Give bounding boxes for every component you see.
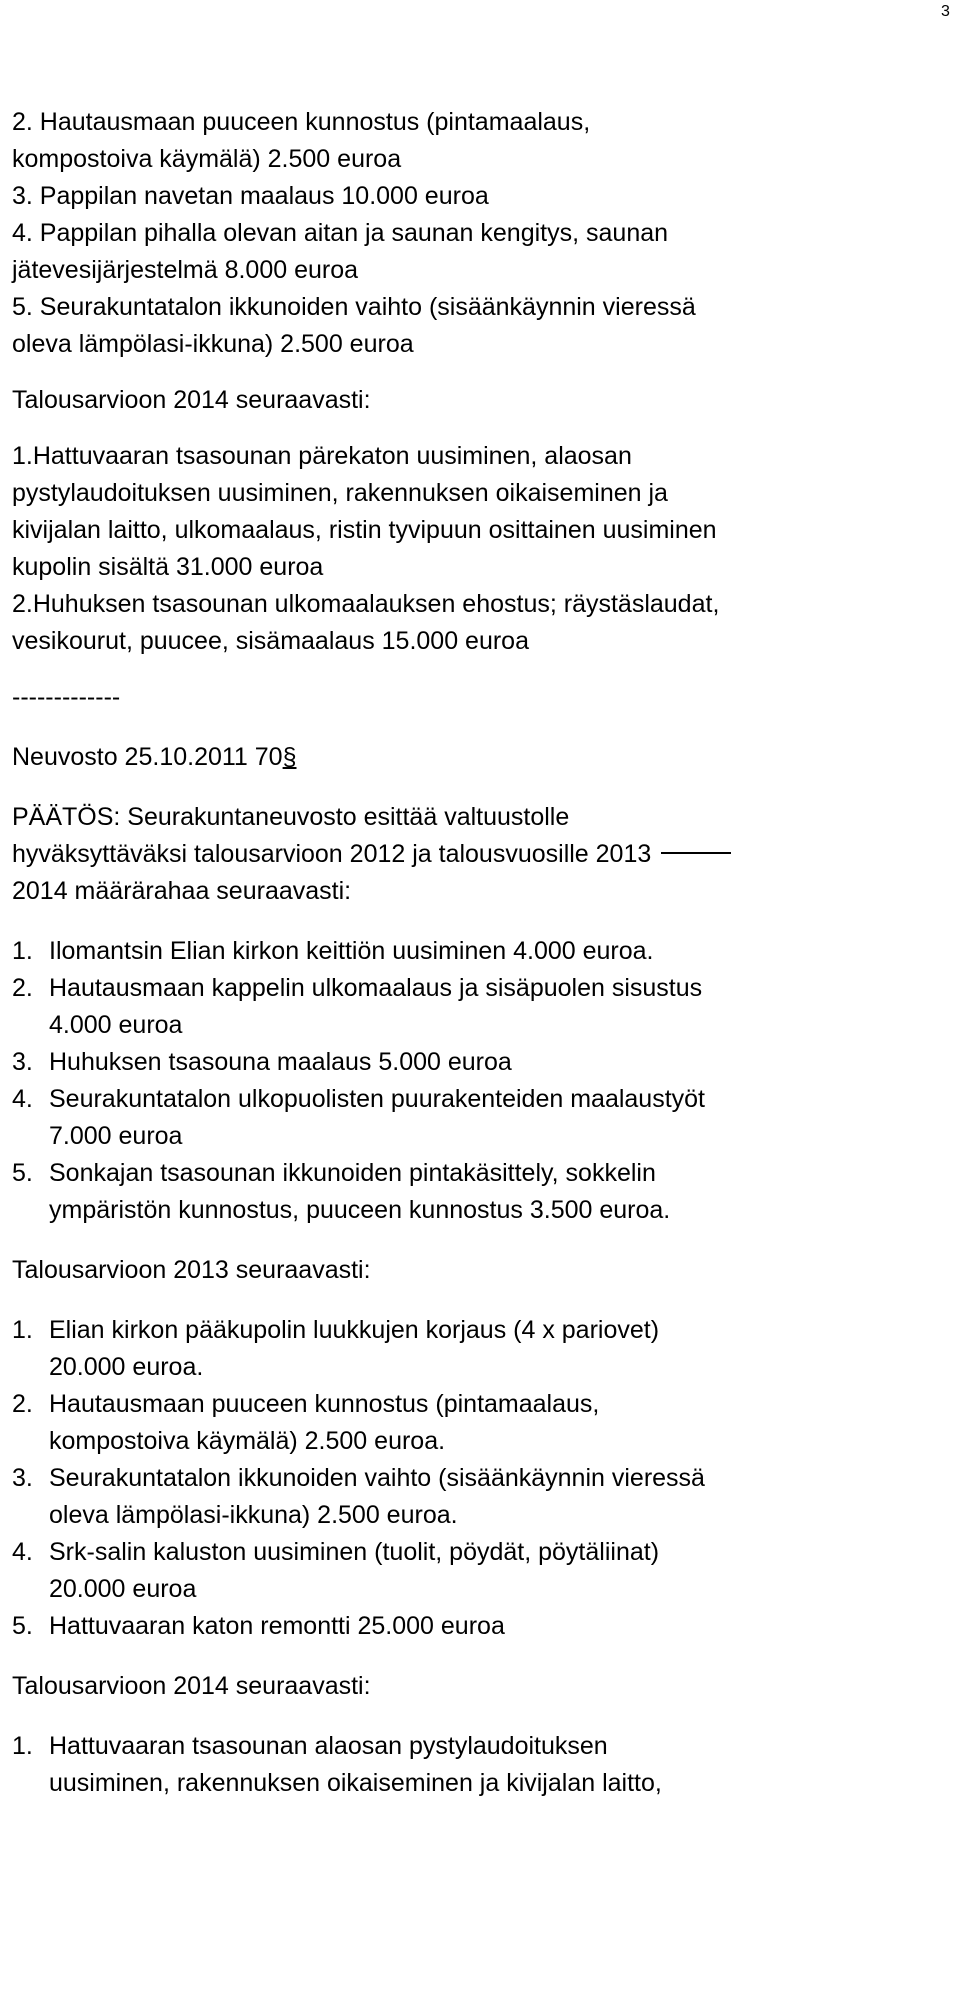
list-line: jätevesijärjestelmä 8.000 euroa [12,256,359,284]
list-line: 20.000 euroa. [49,1353,204,1381]
list-item-text [49,933,947,970]
list-item-number: 4. [12,1085,33,1113]
list-line: 2. Hautausmaan puuceen kunnostus (pintamaalaus, [12,108,591,136]
list-2013 [12,1312,947,1645]
list-line: 4.000 euroa [49,1011,183,1039]
list-line: Hattuvaaran tsasounan alaosan pystylaudoituksen [49,1732,608,1760]
list-line: 20.000 euroa [49,1575,197,1603]
list-line: kupolin sisältä 31.000 euroa [12,553,324,581]
document-body [12,104,947,1802]
page-number: 3 [941,3,950,20]
list-line: Hautausmaan kappelin ulkomaalaus ja sisäpuolen sisustus [49,974,703,1002]
list-line: 5. Seurakuntatalon ikkunoiden vaihto (sisäänkäynnin vieressä [12,293,696,321]
list-item-text [49,1460,947,1534]
list-item [12,970,947,1044]
list-item-number: 5. [12,1612,33,1640]
list-item-number: 5. [12,1159,33,1187]
decision-line: 2014 määrärahaa seuraavasti: [12,877,352,905]
list-line: kompostoiva käymälä) 2.500 euroa. [49,1427,446,1455]
list-line: kompostoiva käymälä) 2.500 euroa [12,145,402,173]
separator-line: ------------- [12,683,121,711]
list-line: ympäristön kunnostus, puuceen kunnostus 3.500 euroa. [49,1196,671,1224]
list-line: 3. Pappilan navetan maalaus 10.000 euroa [12,182,489,210]
list-line: oleva lämpölasi-ikkuna) 2.500 euroa. [49,1501,458,1529]
decision-line: PÄÄTÖS: Seurakuntaneuvosto esittää valtuustolle [12,803,570,831]
list-line: Hautausmaan puuceen kunnostus (pintamaalaus, [49,1390,600,1418]
list-item-number: 2. [12,974,33,1002]
decision-text [12,799,947,910]
list-line: vesikourut, puucee, sisämaalaus 15.000 euroa [12,627,529,655]
dash-rule [661,852,731,854]
list-line: kivijalan laitto, ulkomaalaus, ristin tyvipuun osittainen uusiminen [12,516,717,544]
list-line: Sonkajan tsasounan ikkunoiden pintakäsittely, sokkelin [49,1159,656,1187]
list-2014-a [12,438,947,660]
list-item-text [49,1608,947,1645]
list-2014-b [12,1728,947,1802]
section-heading-2014: Talousarvioon 2014 seuraavasti: [12,386,371,414]
list-line: oleva lämpölasi-ikkuna) 2.500 euroa [12,330,414,358]
list-line: pystylaudoituksen uusiminen, rakennuksen oikaiseminen ja [12,479,668,507]
list-line: Seurakuntatalon ikkunoiden vaihto (sisäänkäynnin vieressä [49,1464,705,1492]
list-item [12,1460,947,1534]
list-item-text [49,1728,947,1802]
meeting-text: Neuvosto 25.10.2011 70 [12,743,283,771]
list-line: Hattuvaaran katon remontti 25.000 euroa [49,1612,505,1640]
list-line: Seurakuntatalon ulkopuolisten puurakenteiden maalaustyöt [49,1085,706,1113]
section-heading-2014-b: Talousarvioon 2014 seuraavasti: [12,1672,371,1700]
list-line: Huhuksen tsasouna maalaus 5.000 euroa [49,1048,512,1076]
list-line: Ilomantsin Elian kirkon keittiön uusiminen 4.000 euroa. [49,937,654,965]
list-item [12,1044,947,1081]
list-item-number: 4. [12,1538,33,1566]
section-mark: § [282,743,297,771]
list-item-number: 1. [12,1316,33,1344]
list-item-number: 2. [12,1390,33,1418]
list-item-number: 3. [12,1048,33,1076]
list-item-text [49,1081,947,1155]
list-item [12,933,947,970]
list-line: 1.Hattuvaaran tsasounan pärekaton uusiminen, alaosan [12,442,632,470]
list-item [12,1608,947,1645]
list-item-number: 1. [12,1732,33,1760]
list-item [12,1081,947,1155]
decision-line [12,836,947,873]
list-item [12,1155,947,1229]
list-line: 7.000 euroa [49,1122,183,1150]
list-item [12,1534,947,1608]
list-line: 4. Pappilan pihalla olevan aitan ja saunan kengitys, saunan [12,219,669,247]
list-item-text [49,1155,947,1229]
list-item [12,1728,947,1802]
list-line: uusiminen, rakennuksen oikaiseminen ja kivijalan laitto, [49,1769,662,1797]
list-line: 2.Huhuksen tsasounan ulkomaalauksen ehostus; räystäslaudat, [12,590,720,618]
list-2012 [12,933,947,1229]
section-heading-2013: Talousarvioon 2013 seuraavasti: [12,1256,371,1284]
list-line: Elian kirkon pääkupolin luukkujen korjaus (4 x pariovet) [49,1316,660,1344]
list-item-text [49,1534,947,1608]
decision-line-text: hyväksyttäväksi talousarvioon 2012 ja talousvuosille 2013 [12,840,652,868]
top-list [12,104,947,363]
list-item-text [49,1312,947,1386]
meeting-reference [12,739,947,776]
list-item-text [49,1044,947,1081]
list-item [12,1386,947,1460]
list-item-number: 1. [12,937,33,965]
list-item [12,1312,947,1386]
list-item-text [49,1386,947,1460]
list-line: Srk-salin kaluston uusiminen (tuolit, pöydät, pöytäliinat) [49,1538,660,1566]
list-item-number: 3. [12,1464,33,1492]
list-item-text [49,970,947,1044]
